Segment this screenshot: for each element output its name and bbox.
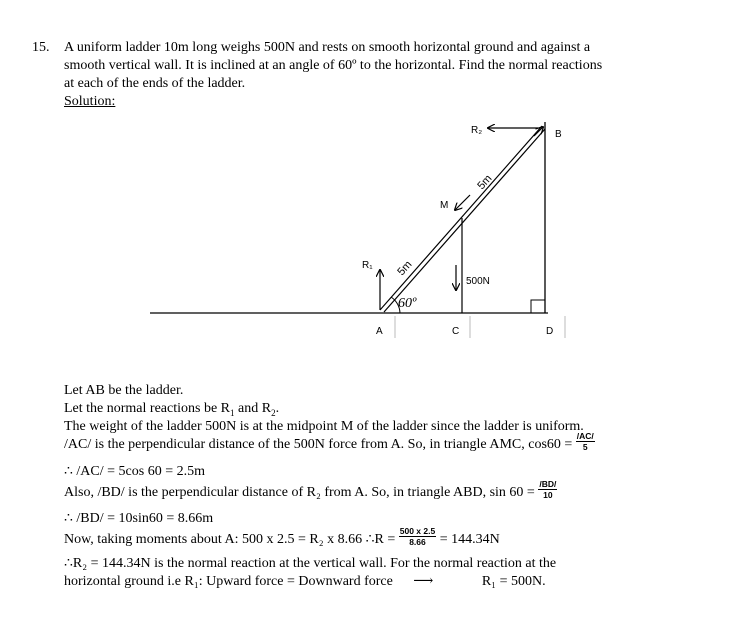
right-angle-mark [531, 300, 545, 313]
fraction-ac-5: $\frac{/AC/}{5}$ [576, 431, 594, 452]
label-angle: 60º [398, 296, 417, 311]
label-r1: R₁ [362, 260, 373, 271]
solution-heading: Solution: [64, 94, 116, 109]
label-c: C [452, 326, 460, 337]
label-m: M [440, 200, 449, 211]
label-b: B [555, 129, 562, 140]
ladder [380, 126, 542, 310]
label-a: A [376, 326, 383, 337]
solution-line-1: Let AB be the ladder. [64, 383, 184, 398]
label-5m-upper: 5m [475, 172, 495, 193]
solution-line-8: Now, taking moments about A: 500 x 2.5 = R₂ x 8.66 ∴R = $\frac{500 x 2.5}{8.66}$ = 144.34N [64, 526, 500, 548]
question-line-1: A uniform ladder 10m long weighs 500N and rests on smooth horizontal ground and against a [64, 40, 591, 55]
solution-line-3: The weight of the ladder 500N is at the midpoint M of the ladder since the ladder is uniform. [64, 419, 584, 434]
fraction-moment: $\frac{500 x 2.5}{8.66}$ [399, 526, 436, 547]
solution-line-5: ∴ /AC/ = 5cos 60 = 2.5m [64, 464, 205, 479]
fraction-bd-10: $\frac{/BD/}{10}$ [539, 479, 557, 500]
solution-line-7: ∴ /BD/ = 10sin60 = 8.66m [64, 511, 214, 526]
label-500n: 500N [466, 276, 490, 287]
solution-line-4: /AC/ is the perpendicular distance of the 500N force from A. So, in triangle AMC, cos60 = $\frac{/AC/}{5}$ [64, 431, 594, 453]
midpoint-arrow [455, 195, 470, 210]
question-line-2: smooth vertical wall. It is inclined at an angle of 60º to the horizontal. Find the normal reactions [64, 58, 603, 73]
question-number: 15. [32, 40, 50, 55]
solution-line-10: horizontal ground i.e R₁: Upward force = Downward force ⟶ R₁ = 500N. [64, 574, 546, 589]
solution-line-9: ∴R₂ = 144.34N is the normal reaction at the vertical wall. For the normal reaction at the [64, 556, 557, 571]
label-5m-lower: 5m [395, 258, 415, 279]
solution-line-6: Also, /BD/ is the perpendicular distance of R₂ from A. So, in triangle ABD, sin 60 = $\frac{/BD/}{10}$ [64, 479, 557, 501]
label-d: D [546, 326, 554, 337]
label-r2: R₂ [471, 125, 483, 136]
question-line-3: at each of the ends of the ladder. [64, 76, 246, 91]
solution-line-2: Let the normal reactions be $R_1$ and $R_2$. [64, 401, 280, 418]
